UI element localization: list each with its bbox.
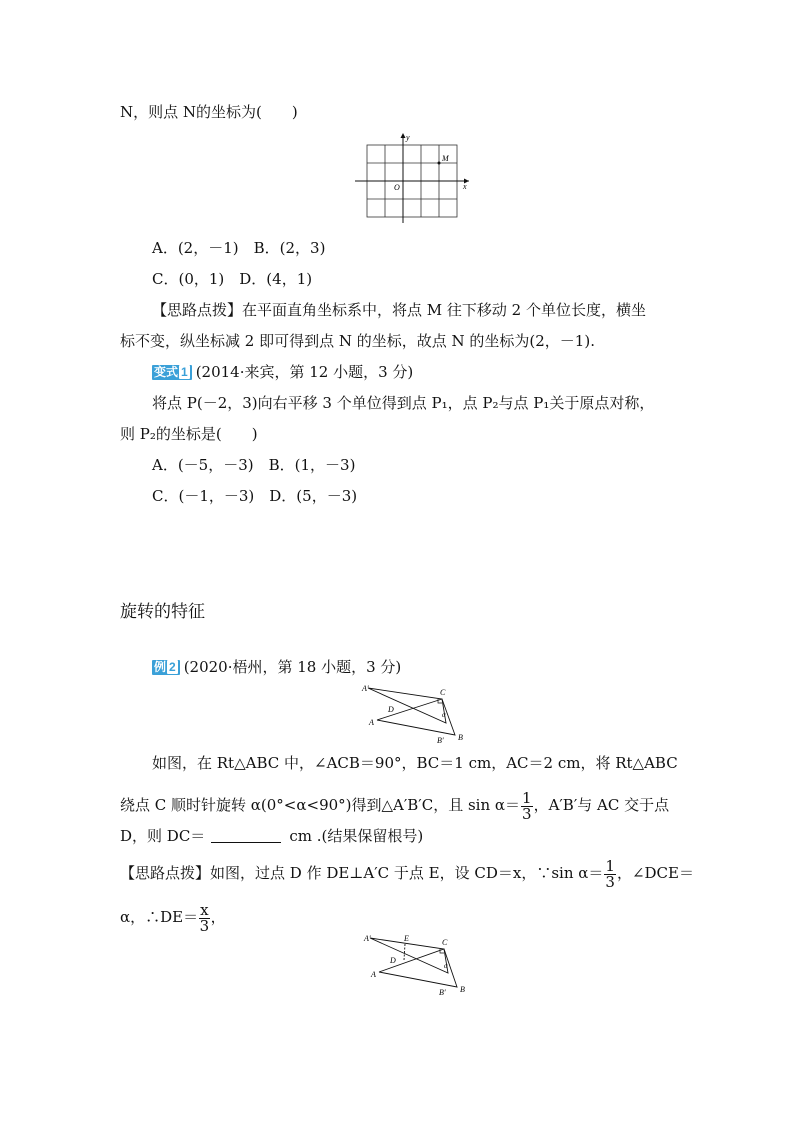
example-text-line: 如图，在 Rt△ABC 中，∠ACB＝90°，BC＝1 cm，AC＝2 cm，将 Rt△ABC	[152, 754, 678, 772]
label-a-prime: A′	[364, 934, 371, 943]
rotation-figure	[358, 680, 470, 746]
coordinate-grid-figure	[353, 131, 475, 223]
q1-hint-line: 标不变，纵坐标减 2 即可得到点 N 的坐标，故点 N 的坐标为(2，－1).	[120, 332, 595, 350]
q2-text-line: 则 P₂的坐标是( )	[120, 425, 258, 443]
label-d: D	[390, 956, 396, 965]
label-a: A	[371, 970, 376, 979]
example-source: (2020·梧州，第 18 小题，3 分)	[183, 658, 402, 676]
example-header	[152, 657, 401, 677]
q2-option-row: A．(－5，－3) B．(1，－3)	[152, 456, 356, 474]
variant-source: (2014·来宾，第 12 小题，3 分)	[195, 363, 414, 381]
origin-label: O	[394, 183, 400, 192]
example-text-line: D，则 DC＝ cm .(结果保留根号)	[120, 827, 424, 845]
label-d: D	[388, 705, 394, 714]
section-title: 旋转的特征	[120, 602, 205, 622]
point-m-label: M	[442, 154, 449, 163]
q2-text-line: 将点 P(－2，3)向右平移 3 个单位得到点 P₁，点 P₂与点 P₁关于原点对称，	[152, 394, 655, 412]
question-intro: N，则点 N的坐标为( )	[120, 103, 298, 121]
rotation-figure-with-e	[360, 930, 472, 998]
fraction-one-third: $\frac{1}{3}$	[522, 788, 532, 823]
answer-blank[interactable]	[211, 828, 281, 843]
example-text-line: 绕点 C 顺时针旋转 α(0°<α<90°)得到△A′B′C，且 sin α＝ $\frac{1}{3}$ ，A′B′与 AC 交于点	[120, 788, 670, 823]
y-axis-label: y	[406, 133, 410, 142]
label-b: B	[460, 985, 465, 994]
label-alpha: α	[444, 962, 448, 970]
label-b-prime: B′	[437, 736, 444, 745]
example-hint-line: α，∴DE＝ $\frac{x}{3}$ ，	[120, 900, 226, 935]
q1-option-row: C．(0，1) D．(4，1)	[152, 270, 313, 288]
label-c: C	[442, 938, 448, 947]
label-c: C	[440, 688, 446, 697]
example-hint-line: 【思路点拨】如图，过点 D 作 DE⊥A′C 于点 E，设 CD＝x，∵sin α＝ $\frac{1}{3}$ ，∠DCE＝	[120, 856, 694, 891]
point-m	[438, 162, 441, 165]
perpendicular-de	[404, 944, 405, 960]
fraction-one-third: $\frac{1}{3}$	[605, 856, 615, 891]
label-a-prime: A′	[362, 684, 369, 693]
fraction-x-third: $\frac{x}{3}$	[199, 900, 210, 935]
y-axis-arrow	[401, 133, 406, 138]
label-e: E	[404, 934, 409, 943]
label-alpha: α	[442, 711, 446, 719]
variant-tag: 变式 1	[152, 365, 192, 380]
variant-header	[152, 362, 413, 382]
triangle-a-prime-b-prime-c	[368, 688, 446, 723]
q1-hint-line: 【思路点拨】在平面直角坐标系中，将点 M 往下移动 2 个单位长度，横坐	[152, 301, 646, 319]
label-b: B	[458, 733, 463, 742]
x-axis-label: x	[463, 182, 467, 191]
label-b-prime: B′	[439, 988, 446, 997]
example-tag: 例 2	[152, 660, 180, 675]
q1-option-row: A．(2，－1) B．(2，3)	[152, 239, 326, 257]
label-a: A	[369, 718, 374, 727]
q2-option-row: C．(－1，－3) D．(5，－3)	[152, 487, 358, 505]
